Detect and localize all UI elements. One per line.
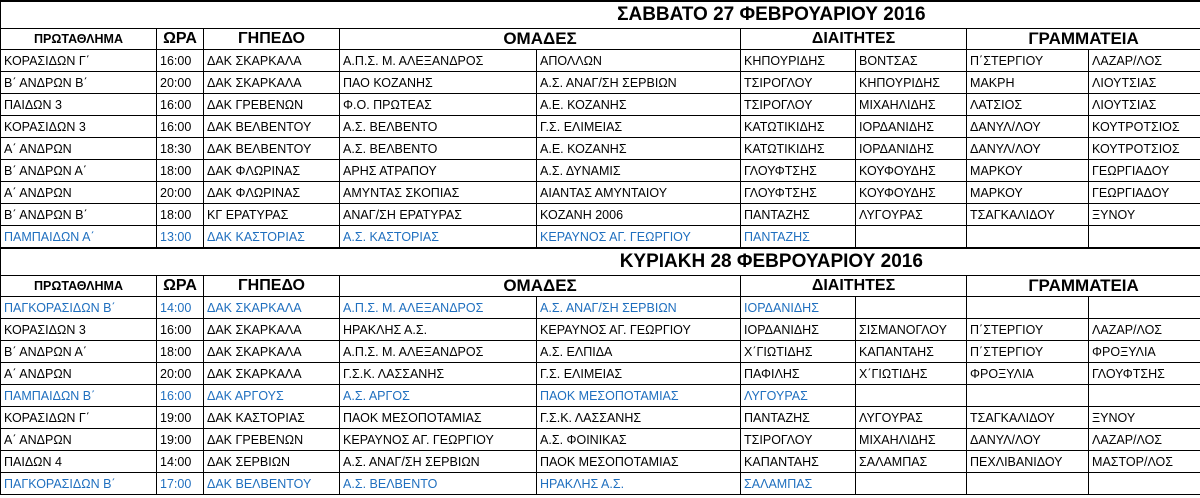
league-cell: ΠΑΙΔΩΝ 3 [1,94,157,116]
time-cell: 19:00 [157,407,204,429]
secretary-1-cell: Π΄ΣΤΕΡΓΙΟΥ [967,50,1089,72]
secretary-1-cell [967,385,1089,407]
venue-cell: ΔΑΚ ΓΡΕΒΕΝΩΝ [204,94,340,116]
venue-cell: ΔΑΚ ΒΕΛΒΕΝΤΟΥ [204,116,340,138]
referee-1-cell: ΚΗΠΟΥΡΙΔΗΣ [741,50,856,72]
secretary-2-cell: ΞΥΝΟΥ [1089,407,1200,429]
away-team-cell: Α.Σ. ΦΟΙΝΙΚΑΣ [537,429,741,451]
secretary-2-cell: ΛΙΟΥΤΣΙΑΣ [1089,94,1200,116]
secretary-2-cell: ΓΛΟΥΦΤΣΗΣ [1089,363,1200,385]
referee-2-cell: ΚΗΠΟΥΡΙΔΗΣ [856,72,967,94]
header-time: ΩΡΑ [157,276,204,297]
schedule-body [1,1,1200,495]
venue-cell: ΔΑΚ ΦΛΩΡΙΝΑΣ [204,182,340,204]
table-row [1,138,1200,160]
home-team-cell: Α.Σ. ΒΕΛΒΕΝΤΟ [340,116,537,138]
referee-1-cell: ΤΣΙΡΟΓΛΟΥ [741,72,856,94]
away-team-cell: Α.Ε. ΚΟΖΑΝΗΣ [537,138,741,160]
header-secretariat: ΓΡΑΜΜΑΤΕΙΑ [967,29,1200,50]
day-title-spacer [1,248,340,276]
referee-1-cell: ΙΟΡΔΑΝΙΔΗΣ [741,297,856,319]
referee-1-cell: ΣΑΛΑΜΠΑΣ [741,473,856,495]
secretary-1-cell: ΜΑΡΚΟΥ [967,160,1089,182]
referee-1-cell: ΠΑΦΙΛΗΣ [741,363,856,385]
header-venue: ΓΗΠΕΔΟ [204,276,340,297]
time-cell: 16:00 [157,116,204,138]
home-team-cell: Α.Π.Σ. Μ. ΑΛΕΞΑΝΔΡΟΣ [340,341,537,363]
referee-1-cell: ΓΛΟΥΦΤΣΗΣ [741,182,856,204]
header-venue: ΓΗΠΕΔΟ [204,29,340,50]
referee-2-cell: ΣΙΣΜΑΝΟΓΛΟΥ [856,319,967,341]
table-row [1,363,1200,385]
table-row [1,473,1200,495]
header-referees: ΔΙΑΙΤΗΤΕΣ [741,276,967,297]
home-team-cell: ΠΑΟΚ ΜΕΣΟΠΟΤΑΜΙΑΣ [340,407,537,429]
referee-2-cell [856,473,967,495]
venue-cell: ΔΑΚ ΣΚΑΡΚΑΛΑ [204,50,340,72]
home-team-cell: ΗΡΑΚΛΗΣ Α.Σ. [340,319,537,341]
referee-2-cell: ΚΟΥΦΟΥΔΗΣ [856,182,967,204]
time-cell: 16:00 [157,94,204,116]
secretary-2-cell: ΞΥΝΟΥ [1089,204,1200,226]
league-cell: Β΄ ΑΝΔΡΩΝ Β΄ [1,204,157,226]
secretary-1-cell: Π΄ΣΤΕΡΓΙΟΥ [967,319,1089,341]
league-cell: Β΄ ΑΝΔΡΩΝ Α΄ [1,160,157,182]
secretary-2-cell: ΛΑΖΑΡ/ΛΟΣ [1089,50,1200,72]
referee-1-cell: ΚΑΤΩΤΙΚΙΔΗΣ [741,138,856,160]
header-referees: ΔΙΑΙΤΗΤΕΣ [741,29,967,50]
secretary-1-cell: ΛΑΤΣΙΟΣ [967,94,1089,116]
table-row [1,94,1200,116]
league-cell: ΚΟΡΑΣΙΔΩΝ Γ΄ [1,50,157,72]
home-team-cell: Φ.Ο. ΠΡΩΤΕΑΣ [340,94,537,116]
secretary-1-cell [967,473,1089,495]
away-team-cell: ΠΑΟΚ ΜΕΣΟΠΟΤΑΜΙΑΣ [537,385,741,407]
secretary-1-cell: ΜΑΚΡΗ [967,72,1089,94]
secretary-1-cell: ΔΑΝΥΛ/ΛΟΥ [967,116,1089,138]
venue-cell: ΔΑΚ ΣΚΑΡΚΑΛΑ [204,297,340,319]
away-team-cell: ΑΙΑΝΤΑΣ ΑΜΥΝΤΑΙΟΥ [537,182,741,204]
home-team-cell: Α.Σ. ΑΝΑΓ/ΣΗ ΣΕΡΒΙΩΝ [340,451,537,473]
secretary-1-cell: ΠΕΧΛΙΒΑΝΙΔΟΥ [967,451,1089,473]
venue-cell: ΔΑΚ ΣΚΑΡΚΑΛΑ [204,363,340,385]
secretary-1-cell [967,226,1089,249]
referee-2-cell: ΛΥΓΟΥΡΑΣ [856,407,967,429]
referee-2-cell: ΛΥΓΟΥΡΑΣ [856,204,967,226]
league-cell: ΠΑΓΚΟΡΑΣΙΔΩΝ Β΄ [1,473,157,495]
referee-1-cell: ΤΣΙΡΟΓΛΟΥ [741,94,856,116]
secretary-2-cell [1089,226,1200,249]
secretary-2-cell [1089,385,1200,407]
league-cell: ΚΟΡΑΣΙΔΩΝ 3 [1,319,157,341]
league-cell: Β΄ ΑΝΔΡΩΝ Β΄ [1,72,157,94]
league-cell: ΠΑΜΠΑΙΔΩΝ Β΄ [1,385,157,407]
table-row [1,182,1200,204]
venue-cell: ΚΓ ΕΡΑΤΥΡΑΣ [204,204,340,226]
secretary-2-cell: ΦΡΟΞΥΛΙΑ [1089,341,1200,363]
referee-2-cell: ΒΟΝΤΣΑΣ [856,50,967,72]
away-team-cell: ΚΕΡΑΥΝΟΣ ΑΓ. ΓΕΩΡΓΙΟΥ [537,226,741,249]
home-team-cell: ΑΜΥΝΤΑΣ ΣΚΟΠΙΑΣ [340,182,537,204]
referee-1-cell: ΠΑΝΤΑΖΗΣ [741,204,856,226]
time-cell: 18:30 [157,138,204,160]
referee-2-cell: ΚΑΠΑΝΤΑΗΣ [856,341,967,363]
day-title-row [1,248,1200,276]
venue-cell: ΔΑΚ ΒΕΛΒΕΝΤΟΥ [204,473,340,495]
day-title-row [1,1,1200,29]
secretary-1-cell: Π΄ΣΤΕΡΓΙΟΥ [967,341,1089,363]
time-cell: 16:00 [157,50,204,72]
secretary-1-cell: ΤΣΑΓΚΑΛΙΔΟΥ [967,407,1089,429]
league-cell: Α΄ ΑΝΔΡΩΝ [1,363,157,385]
time-cell: 13:00 [157,226,204,249]
away-team-cell: Α.Ε. ΚΟΖΑΝΗΣ [537,94,741,116]
away-team-cell: ΑΠΟΛΛΩΝ [537,50,741,72]
secretary-1-cell: ΔΑΝΥΛ/ΛΟΥ [967,429,1089,451]
header-league: ΠΡΩΤΑΘΛΗΜΑ [1,276,157,297]
home-team-cell: Α.Π.Σ. Μ. ΑΛΕΞΑΝΔΡΟΣ [340,297,537,319]
away-team-cell: Α.Σ. ΕΛΠΙΔΑ [537,341,741,363]
away-team-cell: Γ.Σ.Κ. ΛΑΣΣΑΝΗΣ [537,407,741,429]
venue-cell: ΔΑΚ ΣΚΑΡΚΑΛΑ [204,341,340,363]
time-cell: 14:00 [157,297,204,319]
secretary-2-cell: ΓΕΩΡΓΙΑΔΟΥ [1089,160,1200,182]
secretary-2-cell: ΛΑΖΑΡ/ΛΟΣ [1089,319,1200,341]
referee-1-cell: Χ΄ΓΙΩΤΙΔΗΣ [741,341,856,363]
table-row [1,50,1200,72]
venue-cell: ΔΑΚ ΑΡΓΟΥΣ [204,385,340,407]
time-cell: 20:00 [157,72,204,94]
secretary-1-cell: ΔΑΝΥΛ/ΛΟΥ [967,138,1089,160]
header-time: ΩΡΑ [157,29,204,50]
away-team-cell: Α.Σ. ΑΝΑΓ/ΣΗ ΣΕΡΒΙΩΝ [537,297,741,319]
table-row [1,72,1200,94]
table-row [1,116,1200,138]
referee-2-cell [856,226,967,249]
venue-cell: ΔΑΚ ΣΚΑΡΚΑΛΑ [204,319,340,341]
venue-cell: ΔΑΚ ΦΛΩΡΙΝΑΣ [204,160,340,182]
header-row [1,29,1200,50]
home-team-cell: ΑΡΗΣ ΑΤΡΑΠΟΥ [340,160,537,182]
away-team-cell: Γ.Σ. ΕΛΙΜΕΙΑΣ [537,116,741,138]
secretary-1-cell: ΜΑΡΚΟΥ [967,182,1089,204]
table-row [1,451,1200,473]
secretary-2-cell: ΓΕΩΡΓΙΑΔΟΥ [1089,182,1200,204]
away-team-cell: ΚΕΡΑΥΝΟΣ ΑΓ. ΓΕΩΡΓΙΟΥ [537,319,741,341]
time-cell: 20:00 [157,182,204,204]
secretary-1-cell: ΤΣΑΓΚΑΛΙΔΟΥ [967,204,1089,226]
venue-cell: ΔΑΚ ΓΡΕΒΕΝΩΝ [204,429,340,451]
table-row [1,226,1200,249]
secretary-2-cell: ΜΑΣΤΟΡ/ΛΟΣ [1089,451,1200,473]
home-team-cell: Α.Σ. ΑΡΓΟΣ [340,385,537,407]
referee-2-cell [856,385,967,407]
table-row [1,297,1200,319]
away-team-cell: Α.Σ. ΔΥΝΑΜΙΣ [537,160,741,182]
home-team-cell: Α.Σ. ΒΕΛΒΕΝΤΟ [340,473,537,495]
league-cell: Α΄ ΑΝΔΡΩΝ [1,429,157,451]
header-secretariat: ΓΡΑΜΜΑΤΕΙΑ [967,276,1200,297]
table-row [1,385,1200,407]
time-cell: 14:00 [157,451,204,473]
time-cell: 16:00 [157,385,204,407]
secretary-2-cell: ΚΟΥΤΡΟΤΣΙΟΣ [1089,116,1200,138]
table-row [1,160,1200,182]
home-team-cell: Γ.Σ.Κ. ΛΑΣΣΑΝΗΣ [340,363,537,385]
referee-1-cell: ΛΥΓΟΥΡΑΣ [741,385,856,407]
venue-cell: ΔΑΚ ΚΑΣΤΟΡΙΑΣ [204,226,340,249]
home-team-cell: Α.Π.Σ. Μ. ΑΛΕΞΑΝΔΡΟΣ [340,50,537,72]
day-title: ΣΑΒΒΑΤΟ 27 ΦΕΒΡΟΥΑΡΙΟΥ 2016 [340,1,1200,29]
league-cell: Β΄ ΑΝΔΡΩΝ Α΄ [1,341,157,363]
venue-cell: ΔΑΚ ΣΕΡΒΙΩΝ [204,451,340,473]
referee-1-cell: ΚΑΤΩΤΙΚΙΔΗΣ [741,116,856,138]
referee-1-cell: ΚΑΠΑΝΤΑΗΣ [741,451,856,473]
home-team-cell: Α.Σ. ΒΕΛΒΕΝΤΟ [340,138,537,160]
time-cell: 18:00 [157,204,204,226]
header-league: ΠΡΩΤΑΘΛΗΜΑ [1,29,157,50]
day-title: ΚΥΡΙΑΚΗ 28 ΦΕΒΡΟΥΑΡΙΟΥ 2016 [340,248,1200,276]
secretary-2-cell [1089,473,1200,495]
league-cell: ΚΟΡΑΣΙΔΩΝ Γ΄ [1,407,157,429]
league-cell: Α΄ ΑΝΔΡΩΝ [1,138,157,160]
home-team-cell: ΠΑΟ ΚΟΖΑΝΗΣ [340,72,537,94]
away-team-cell: Α.Σ. ΑΝΑΓ/ΣΗ ΣΕΡΒΙΩΝ [537,72,741,94]
away-team-cell: ΠΑΟΚ ΜΕΣΟΠΟΤΑΜΙΑΣ [537,451,741,473]
table-row [1,341,1200,363]
table-row [1,204,1200,226]
time-cell: 17:00 [157,473,204,495]
secretary-2-cell [1089,297,1200,319]
away-team-cell: Γ.Σ. ΕΛΙΜΕΙΑΣ [537,363,741,385]
header-row [1,276,1200,297]
referee-1-cell: ΤΣΙΡΟΓΛΟΥ [741,429,856,451]
secretary-2-cell: ΛΙΟΥΤΣΙΑΣ [1089,72,1200,94]
secretary-1-cell: ΦΡΟΞΥΛΙΑ [967,363,1089,385]
venue-cell: ΔΑΚ ΣΚΑΡΚΑΛΑ [204,72,340,94]
referee-2-cell: ΙΟΡΔΑΝΙΔΗΣ [856,116,967,138]
referee-1-cell: ΠΑΝΤΑΖΗΣ [741,226,856,249]
table-row [1,429,1200,451]
league-cell: Α΄ ΑΝΔΡΩΝ [1,182,157,204]
referee-2-cell: ΜΙΧΑΗΛΙΔΗΣ [856,429,967,451]
away-team-cell: ΗΡΑΚΛΗΣ Α.Σ. [537,473,741,495]
referee-1-cell: ΠΑΝΤΑΖΗΣ [741,407,856,429]
league-cell: ΠΑΓΚΟΡΑΣΙΔΩΝ Β΄ [1,297,157,319]
time-cell: 18:00 [157,160,204,182]
league-cell: ΠΑΜΠΑΙΔΩΝ Α΄ [1,226,157,249]
referee-2-cell [856,297,967,319]
venue-cell: ΔΑΚ ΚΑΣΤΟΡΙΑΣ [204,407,340,429]
time-cell: 20:00 [157,363,204,385]
home-team-cell: ΑΝΑΓ/ΣΗ ΕΡΑΤΥΡΑΣ [340,204,537,226]
header-teams: ΟΜΑΔΕΣ [340,276,741,297]
home-team-cell: Α.Σ. ΚΑΣΤΟΡΙΑΣ [340,226,537,249]
day-title-spacer [1,1,340,29]
referee-2-cell: ΙΟΡΔΑΝΙΔΗΣ [856,138,967,160]
league-cell: ΚΟΡΑΣΙΔΩΝ 3 [1,116,157,138]
header-teams: ΟΜΑΔΕΣ [340,29,741,50]
referee-2-cell: ΚΟΥΦΟΥΔΗΣ [856,160,967,182]
referee-1-cell: ΓΛΟΥΦΤΣΗΣ [741,160,856,182]
venue-cell: ΔΑΚ ΒΕΛΒΕΝΤΟΥ [204,138,340,160]
away-team-cell: ΚΟΖΑΝΗ 2006 [537,204,741,226]
table-row [1,407,1200,429]
secretary-2-cell: ΛΑΖΑΡ/ΛΟΣ [1089,429,1200,451]
table-row [1,319,1200,341]
referee-2-cell: ΜΙΧΑΗΛΙΔΗΣ [856,94,967,116]
time-cell: 18:00 [157,341,204,363]
secretary-1-cell [967,297,1089,319]
referee-2-cell: Χ΄ΓΙΩΤΙΔΗΣ [856,363,967,385]
secretary-2-cell: ΚΟΥΤΡΟΤΣΙΟΣ [1089,138,1200,160]
time-cell: 16:00 [157,319,204,341]
referee-2-cell: ΣΑΛΑΜΠΑΣ [856,451,967,473]
home-team-cell: ΚΕΡΑΥΝΟΣ ΑΓ. ΓΕΩΡΓΙΟΥ [340,429,537,451]
referee-1-cell: ΙΟΡΔΑΝΙΔΗΣ [741,319,856,341]
league-cell: ΠΑΙΔΩΝ 4 [1,451,157,473]
time-cell: 19:00 [157,429,204,451]
